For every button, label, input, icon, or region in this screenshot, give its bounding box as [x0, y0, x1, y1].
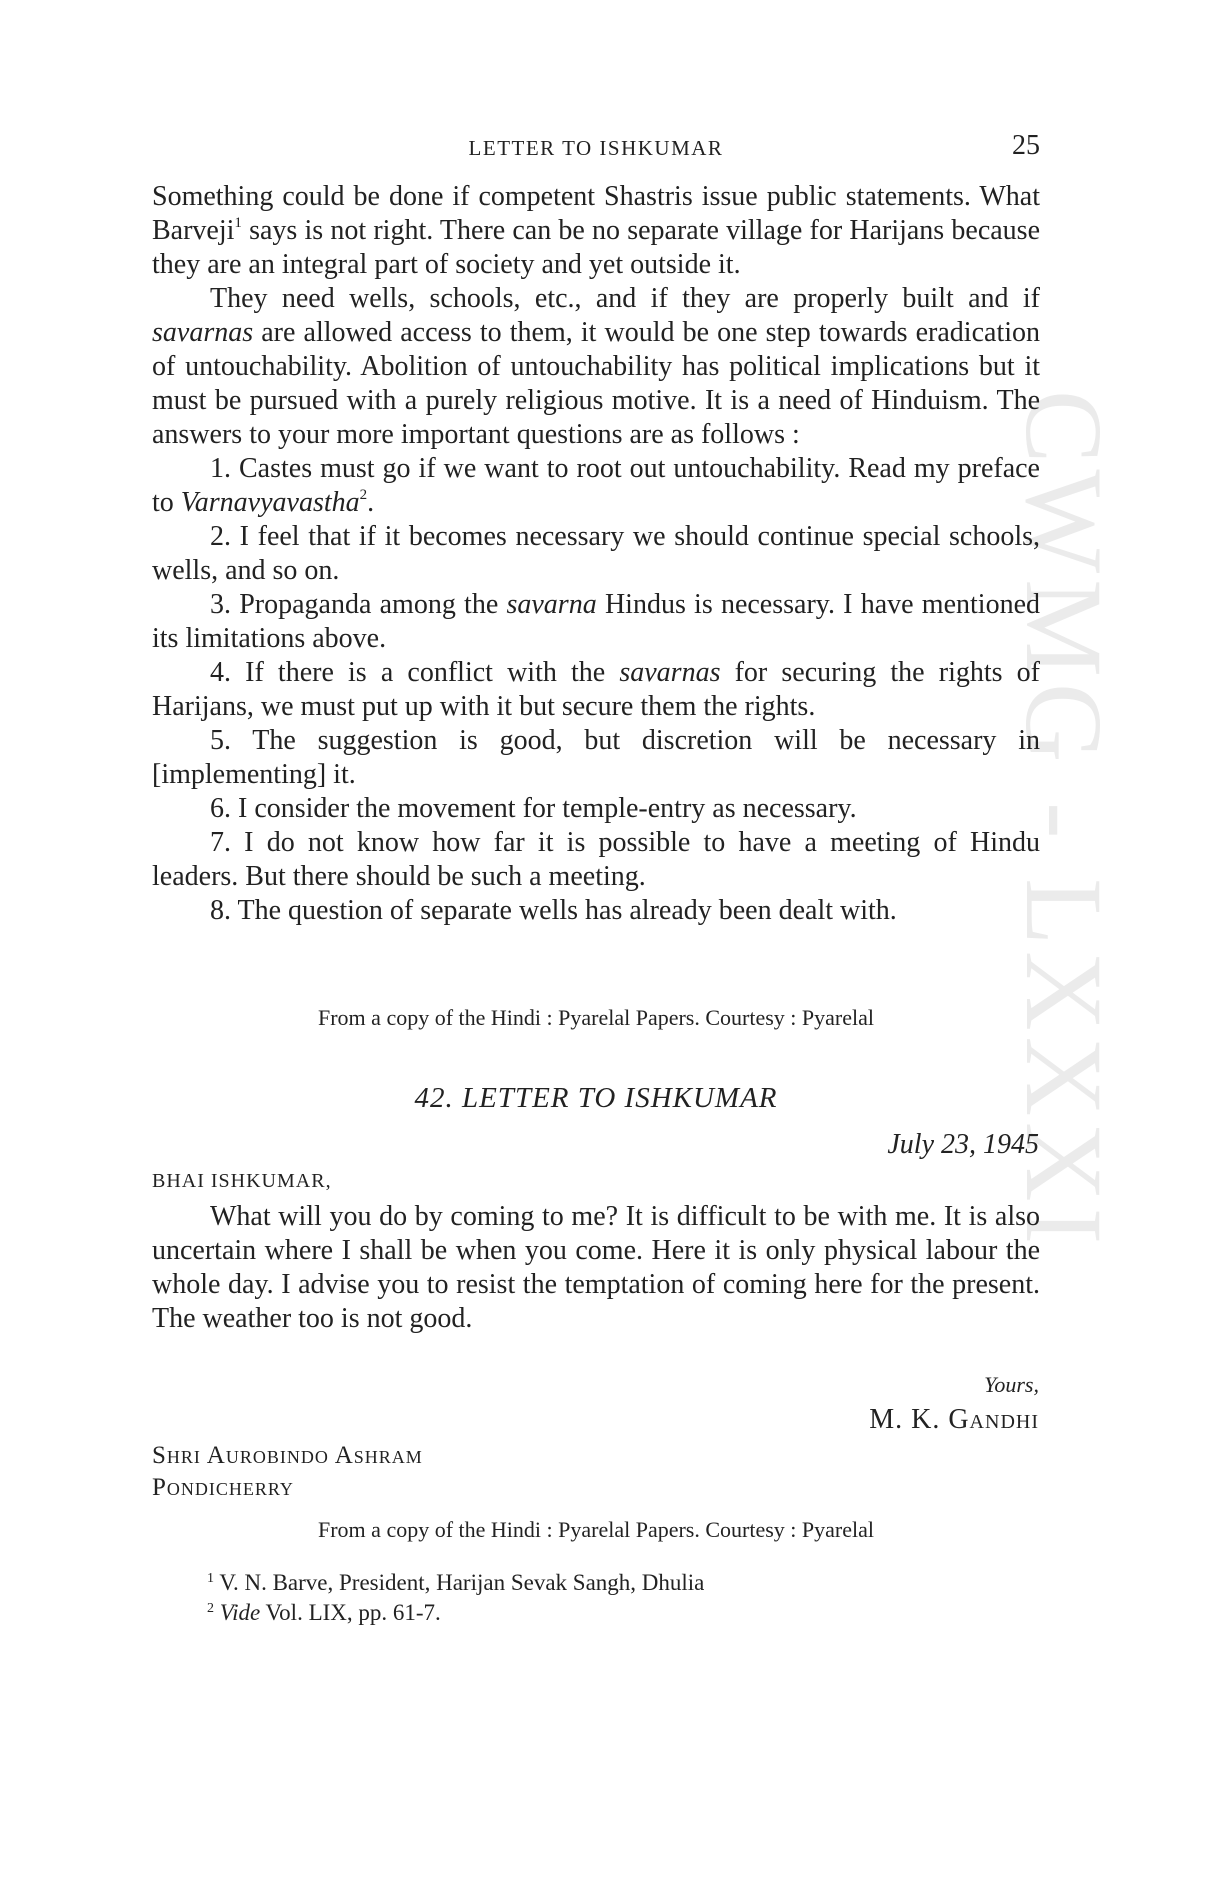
paragraph: Something could be done if competent Shastris issue public statements. What Barveji$^1$ says is not right. There can be no separate village for Harijans because they are an integral part of society and yet outside it. [152, 181, 1040, 280]
closing: Yours, [984, 1372, 1039, 1397]
answer-item: 6. I consider the movement for temple-entry as necessary. [210, 793, 857, 824]
answer-item: 8. The question of separate wells has already been dealt with. [210, 895, 897, 926]
footnote: $^2$ Vide Vol. LIX, pp. 61-7. [207, 1600, 441, 1625]
source-note: From a copy of the Hindi : Pyarelal Papers. Courtesy : Pyarelal [318, 1005, 874, 1030]
address-line: Shri Aurobindo Ashram [152, 1442, 423, 1469]
footnotes [207, 1568, 704, 1628]
running-header [152, 132, 1040, 166]
watermark: CWMG - LXXXI [1003, 390, 1125, 1251]
document-date: July 23, 1945 [887, 1129, 1039, 1160]
salutation: BHAI ISHKUMAR, [152, 1170, 332, 1192]
source-note: From a copy of the Hindi : Pyarelal Papers. Courtesy : Pyarelal [318, 1517, 874, 1542]
address [152, 1440, 423, 1504]
continued-text [152, 180, 1040, 928]
answer-item: 3. Propaganda among the savarna Hindus is necessary. I have mentioned its limitations above. [152, 589, 1040, 654]
footnote-marker: 1 [234, 215, 242, 231]
footnote-marker: 2 [359, 487, 368, 503]
answer-item: 4. If there is a conflict with the savarnas for securing the rights of Harijans, we must put up with it but secure them the rights. [152, 657, 1040, 722]
page-number: 25 [1012, 130, 1040, 161]
running-title: LETTER TO ISHKUMAR [468, 136, 724, 160]
answer-item: 2. I feel that if it becomes necessary we should continue special schools, wells, and so on. [152, 521, 1040, 586]
address-line: Pondicherry [152, 1474, 294, 1501]
footnote: $^1$ V. N. Barve, President, Harijan Sevak Sangh, Dhulia [207, 1570, 705, 1595]
answer-item: 1. Castes must go if we want to root out untouchability. Read my preface to Varnavyavastha$^2$. [152, 453, 1040, 518]
paragraph: They need wells, schools, etc., and if they are properly built and if savarnas are allowed access to them, it would be one step towards eradication of untouchability. Abolition of untouchability has political implications but it must be pursued with a purely religious motive. It is a need of Hinduism. The answers to your more important questions are as follows : [152, 283, 1040, 450]
answer-item: 5. The suggestion is good, but discretion will be necessary in [implementing] it. [152, 725, 1040, 790]
paragraph: What will you do by coming to me? It is difficult to be with me. It is also uncertain where I shall be when you come. Here it is only physical labour the whole day. I advise you to resist the temptation of coming here for the present. The weather too is not good. [152, 1201, 1040, 1334]
letter-body [152, 1200, 1040, 1336]
signature: M. K. Gandhi [869, 1404, 1039, 1435]
document-heading: 42. LETTER TO ISHKUMAR [414, 1082, 778, 1114]
answer-item: 7. I do not know how far it is possible to have a meeting of Hindu leaders. But there should be such a meeting. [152, 827, 1040, 892]
